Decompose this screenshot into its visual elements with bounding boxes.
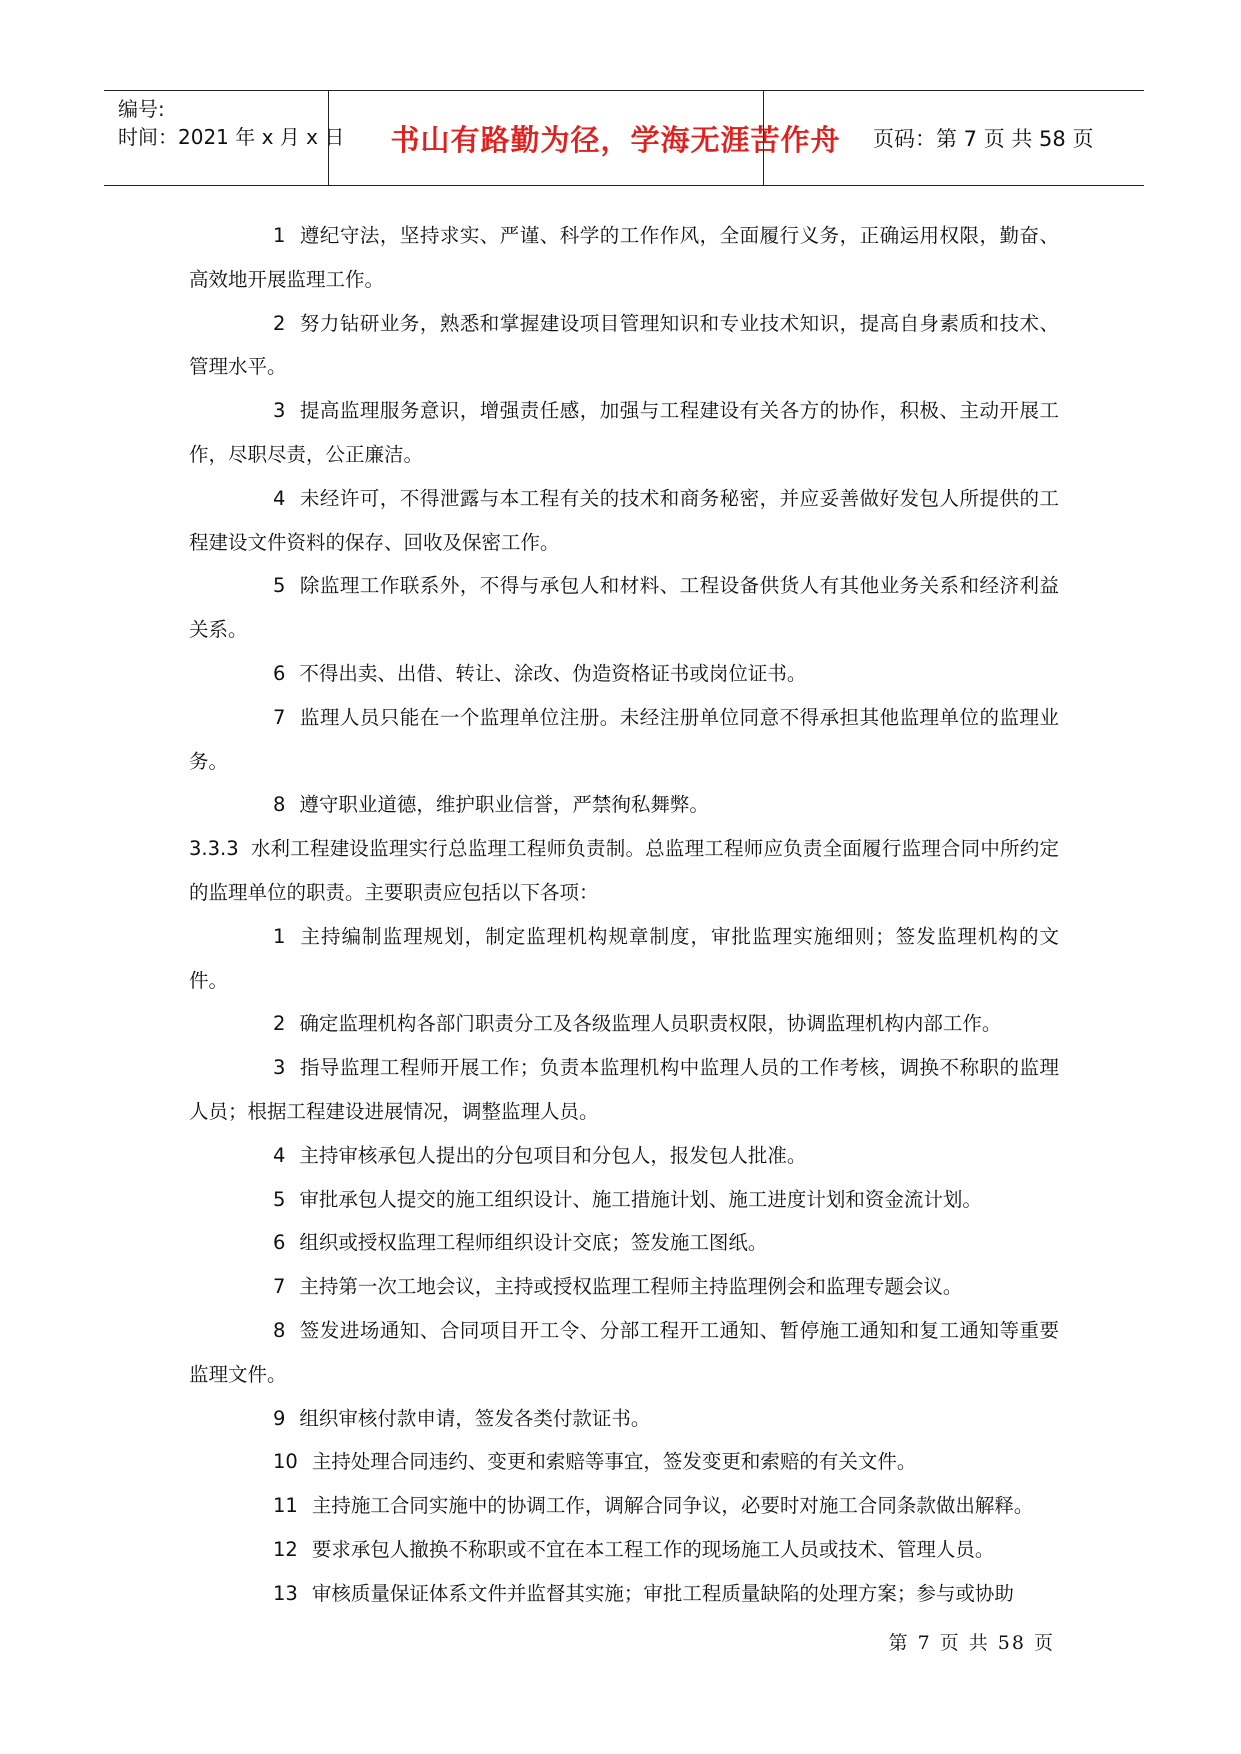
- document-number-label: 编号:: [118, 97, 165, 121]
- list-item: [189, 915, 1059, 1003]
- list-item: [189, 783, 1059, 827]
- page-footer: 第 7 页 共 58 页: [888, 1632, 1055, 1654]
- item-number: 3: [273, 399, 286, 423]
- item-text: 组织审核付款申请，签发各类付款证书。: [299, 1406, 651, 1430]
- list-item: [189, 302, 1059, 390]
- item-text: 遵纪守法，坚持求实、严谨、科学的工作作风，全面履行义务，正确运用权限，勤奋、高效地开展监理工作。: [189, 224, 1059, 291]
- item-number: 9: [273, 1406, 286, 1430]
- header-meta: [118, 95, 344, 151]
- list-item: [189, 1484, 1059, 1528]
- item-number: 5: [273, 574, 286, 598]
- item-number: 8: [273, 793, 286, 817]
- item-text: 努力钻研业务，熟悉和掌握建设项目管理知识和专业技术知识，提高自身素质和技术、管理水平。: [189, 311, 1059, 379]
- item-text: 审批承包人提交的施工组织设计、施工措施计划、施工进度计划和资金流计划。: [299, 1187, 982, 1211]
- item-text: 监理人员只能在一个监理单位注册。未经注册单位同意不得承担其他监理单位的监理业务。: [189, 705, 1059, 773]
- item-text: 主持编制监理规划，制定监理机构规章制度，审批监理实施细则；签发监理机构的文件。: [189, 924, 1059, 992]
- item-number: 2: [273, 311, 286, 335]
- item-number: 2: [273, 1012, 286, 1036]
- header-page-number: 页码：第 7 页 共 58 页: [873, 127, 1094, 151]
- list-item: [189, 696, 1059, 784]
- item-text: 要求承包人撤换不称职或不宜在本工程工作的现场施工人员或技术、管理人员。: [311, 1537, 995, 1561]
- item-number: 6: [273, 661, 286, 685]
- page-header: [104, 90, 1144, 186]
- item-number: 13: [273, 1581, 298, 1605]
- item-number: 4: [273, 1143, 286, 1167]
- document-body: [189, 214, 1059, 1616]
- item-text: 确定监理机构各部门职责分工及各级监理人员职责权限，协调监理机构内部工作。: [299, 1012, 1002, 1036]
- list-item: [189, 1134, 1059, 1178]
- header-divider-right: [763, 91, 764, 185]
- list-item: [189, 564, 1059, 652]
- list-item: [189, 214, 1059, 302]
- item-text: 提高监理服务意识，增强责任感，加强与工程建设有关各方的协作，积极、主动开展工作，尽职尽责，公正廉洁。: [189, 399, 1059, 466]
- list-item: [189, 1528, 1059, 1572]
- section-paragraph: [189, 827, 1059, 915]
- item-text: 指导监理工程师开展工作；负责本监理机构中监理人员的工作考核，调换不称职的监理人员；根据工程建设进展情况，调整监理人员。: [189, 1056, 1059, 1123]
- item-text: 审核质量保证体系文件并监督其实施；审批工程质量缺陷的处理方案；参与或协助: [311, 1581, 1014, 1605]
- item-text: 未经许可，不得泄露与本工程有关的技术和商务秘密，并应妥善做好发包人所提供的工程建设文件资料的保存、回收及保密工作。: [189, 486, 1059, 554]
- item-number: 1: [273, 924, 286, 948]
- list-item: [189, 1046, 1059, 1134]
- list-item: [189, 1178, 1059, 1222]
- item-text: 主持处理合同违约、变更和索赔等事宜，签发变更和索赔的有关文件。: [311, 1450, 917, 1474]
- list-item: [189, 1309, 1059, 1397]
- list-item: [189, 1002, 1059, 1046]
- item-text: 主持施工合同实施中的协调工作，调解合同争议，必要时对施工合同条款做出解释。: [311, 1494, 1034, 1518]
- list-item: [189, 652, 1059, 696]
- item-number: 7: [273, 705, 286, 729]
- item-number: 12: [273, 1537, 298, 1561]
- item-text: 水利工程建设监理实行总监理工程师负责制。总监理工程师应负责全面履行监理合同中所约定的监理单位的职责。主要职责应包括以下各项：: [189, 837, 1059, 904]
- list-item: [189, 1397, 1059, 1441]
- item-text: 遵守职业道德，维护职业信誉，严禁徇私舞弊。: [299, 793, 709, 817]
- item-number: 6: [273, 1231, 286, 1255]
- item-number: 11: [273, 1494, 298, 1518]
- item-number: 5: [273, 1187, 286, 1211]
- document-time-label: 时间：2021 年 x 月 x 日: [118, 125, 345, 149]
- header-divider-left: [328, 91, 329, 185]
- item-text: 签发进场通知、合同项目开工令、分部工程开工通知、暂停施工通知和复工通知等重要监理文件。: [189, 1318, 1059, 1386]
- item-number: 8: [273, 1318, 286, 1342]
- item-number: 1: [273, 224, 286, 247]
- section-number: 3.3.3: [189, 837, 239, 861]
- item-text: 除监理工作联系外，不得与承包人和材料、工程设备供货人有其他业务关系和经济利益关系。: [189, 574, 1059, 642]
- item-text: 不得出卖、出借、转让、涂改、伪造资格证书或岗位证书。: [299, 661, 807, 685]
- item-number: 7: [273, 1275, 286, 1299]
- list-item: [189, 1440, 1059, 1484]
- item-text: 组织或授权监理工程师组织设计交底；签发施工图纸。: [299, 1231, 768, 1255]
- list-item: [189, 389, 1059, 477]
- list-item: [189, 1572, 1059, 1616]
- item-number: 4: [273, 486, 286, 510]
- item-text: 主持审核承包人提出的分包项目和分包人，报发包人批准。: [299, 1143, 807, 1167]
- list-item: [189, 477, 1059, 565]
- item-text: 主持第一次工地会议，主持或授权监理工程师主持监理例会和监理专题会议。: [299, 1275, 963, 1299]
- item-number: 3: [273, 1056, 286, 1080]
- list-item: [189, 1265, 1059, 1309]
- list-item: [189, 1221, 1059, 1265]
- header-motto: 书山有路勤为径，学海无涯苦作舟: [390, 122, 841, 157]
- item-number: 10: [273, 1450, 298, 1474]
